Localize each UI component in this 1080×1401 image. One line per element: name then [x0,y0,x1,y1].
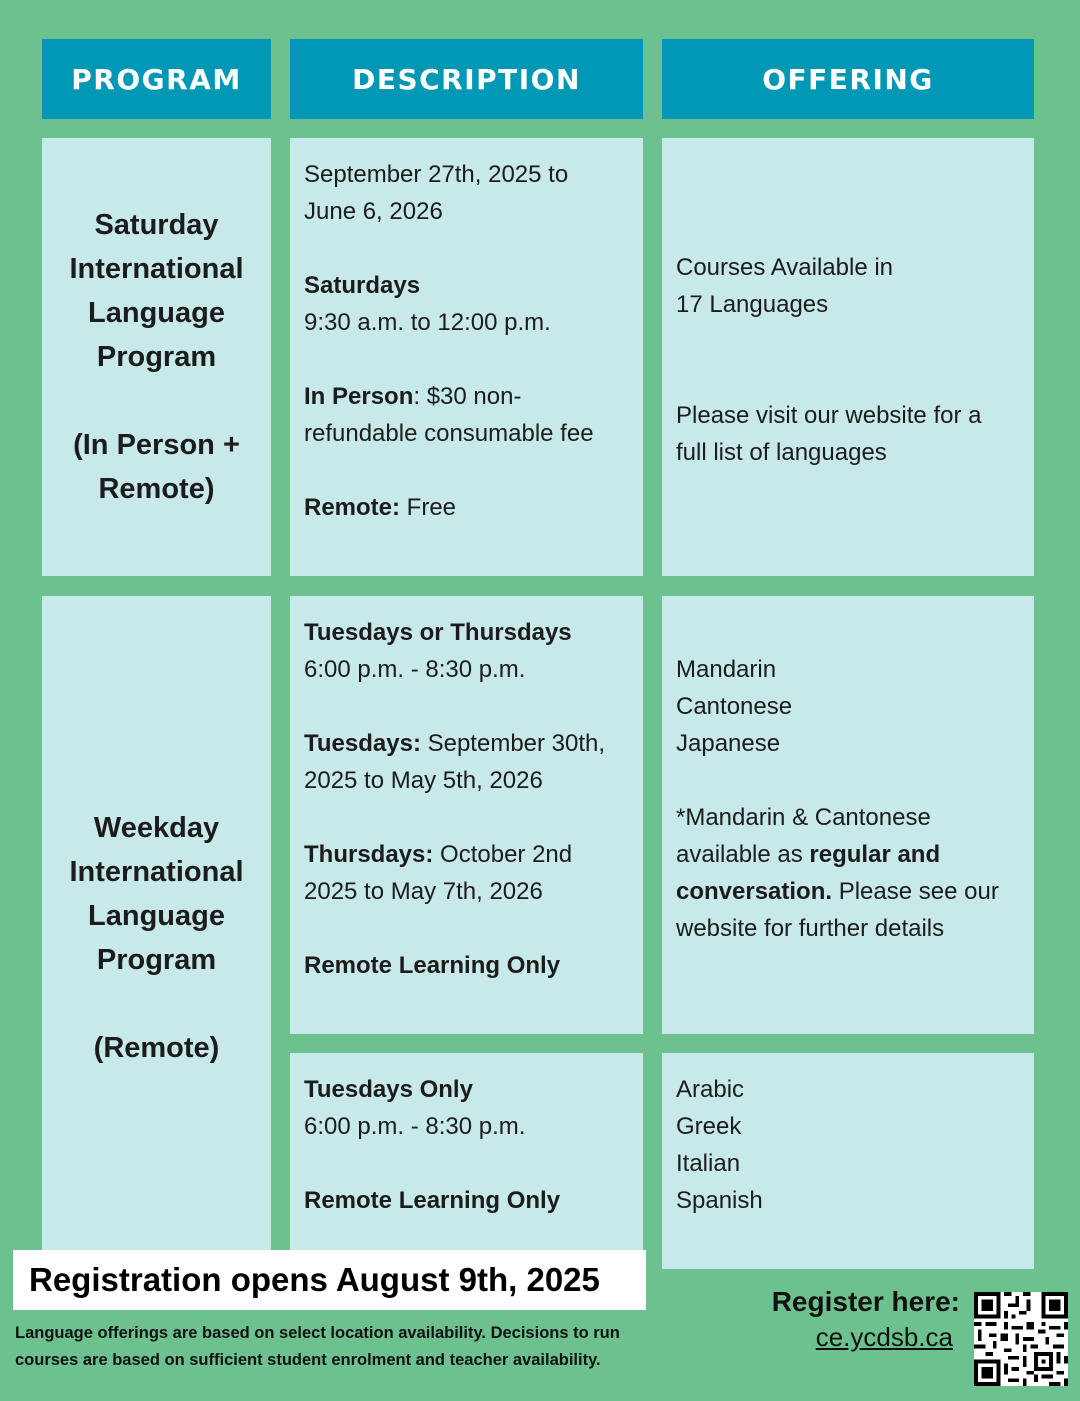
learning-mode: Remote Learning Only [304,952,561,979]
tuesdays-dates: September 30th, [420,730,606,757]
header-offering: OFFERING [662,39,1034,119]
register-link[interactable]: ce.ycdsb.ca [815,1322,953,1352]
thursdays-label: Thursdays: [304,841,434,868]
offering-note: Please see our [832,878,999,905]
thursdays-dates: October 2nd [433,841,573,868]
program-name-line: Language [88,297,225,329]
time-range: 9:30 a.m. to 12:00 p.m. [304,309,551,336]
saturday-offering-cell [662,138,1034,576]
language-item: Japanese [676,730,781,757]
weekday-program-cell [42,596,271,1256]
program-mode-line: (In Person + [73,429,240,461]
program-name-line: Program [96,341,217,373]
program-name-line: Weekday [93,812,220,844]
language-item: Greek [676,1113,742,1140]
language-item: Spanish [676,1187,763,1214]
program-name-line: International [69,253,244,285]
registration-banner: Registration opens August 9th, 2025 [13,1250,646,1310]
offering-line: full list of languages [676,439,887,466]
weekday-description-cell-2 [290,1053,643,1256]
offering-note-bold: conversation. [676,878,833,905]
program-name-line: Saturday [94,209,219,241]
program-mode-line: (Remote) [93,1032,220,1064]
days-label: Tuesdays or Thursdays [304,619,572,646]
remote-fee: Free [400,494,457,521]
header-program: PROGRAM [42,39,271,119]
program-name-line: Program [96,944,217,976]
offering-line: 17 Languages [676,291,829,318]
offering-note: website for further details [676,915,945,942]
language-item: Cantonese [676,693,793,720]
date-range-line: June 6, 2026 [304,198,443,225]
program-name-line: Language [88,900,225,932]
date-range-line: September 27th, 2025 to [304,161,569,188]
weekday-offering-cell-2 [662,1053,1034,1269]
in-person-label: In Person [304,383,414,410]
weekday-description-cell-1 [290,596,643,1034]
learning-mode: Remote Learning Only [304,1187,561,1214]
disclaimer [15,1320,705,1374]
offering-line: Courses Available in [676,254,894,281]
offering-note-bold: regular and [809,841,941,868]
in-person-fee: : $30 non- [413,383,522,410]
tuesdays-dates-cont: 2025 to May 5th, 2026 [304,767,543,794]
disclaimer-line: courses are based on sufficient student enrolment and teacher availability. [15,1351,601,1369]
offering-line: Please visit our website for a [676,402,982,429]
day-label: Saturdays [304,272,421,299]
weekday-offering-cell-1 [662,596,1034,1034]
days-label: Tuesdays Only [304,1076,473,1103]
offering-note: *Mandarin & Cantonese [676,804,931,831]
qr-code-icon[interactable] [974,1292,1068,1386]
disclaimer-line: Language offerings are based on select location availability. Decisions to run [15,1324,620,1342]
tuesdays-label: Tuesdays: [304,730,421,757]
remote-label: Remote: [304,494,401,521]
saturday-program-cell [42,138,271,576]
register-label: Register here: [771,1286,960,1317]
language-item: Mandarin [676,656,777,683]
in-person-fee-cont: refundable consumable fee [304,420,594,447]
time-range: 6:00 p.m. - 8:30 p.m. [304,656,526,683]
program-name-line: International [69,856,244,888]
program-mode-line: Remote) [98,473,215,505]
language-item: Arabic [676,1076,745,1103]
saturday-description-cell [290,138,643,576]
offering-note: available as [676,841,810,868]
time-range: 6:00 p.m. - 8:30 p.m. [304,1113,526,1140]
header-description: DESCRIPTION [290,39,643,119]
thursdays-dates-cont: 2025 to May 7th, 2026 [304,878,543,905]
language-item: Italian [676,1150,741,1177]
